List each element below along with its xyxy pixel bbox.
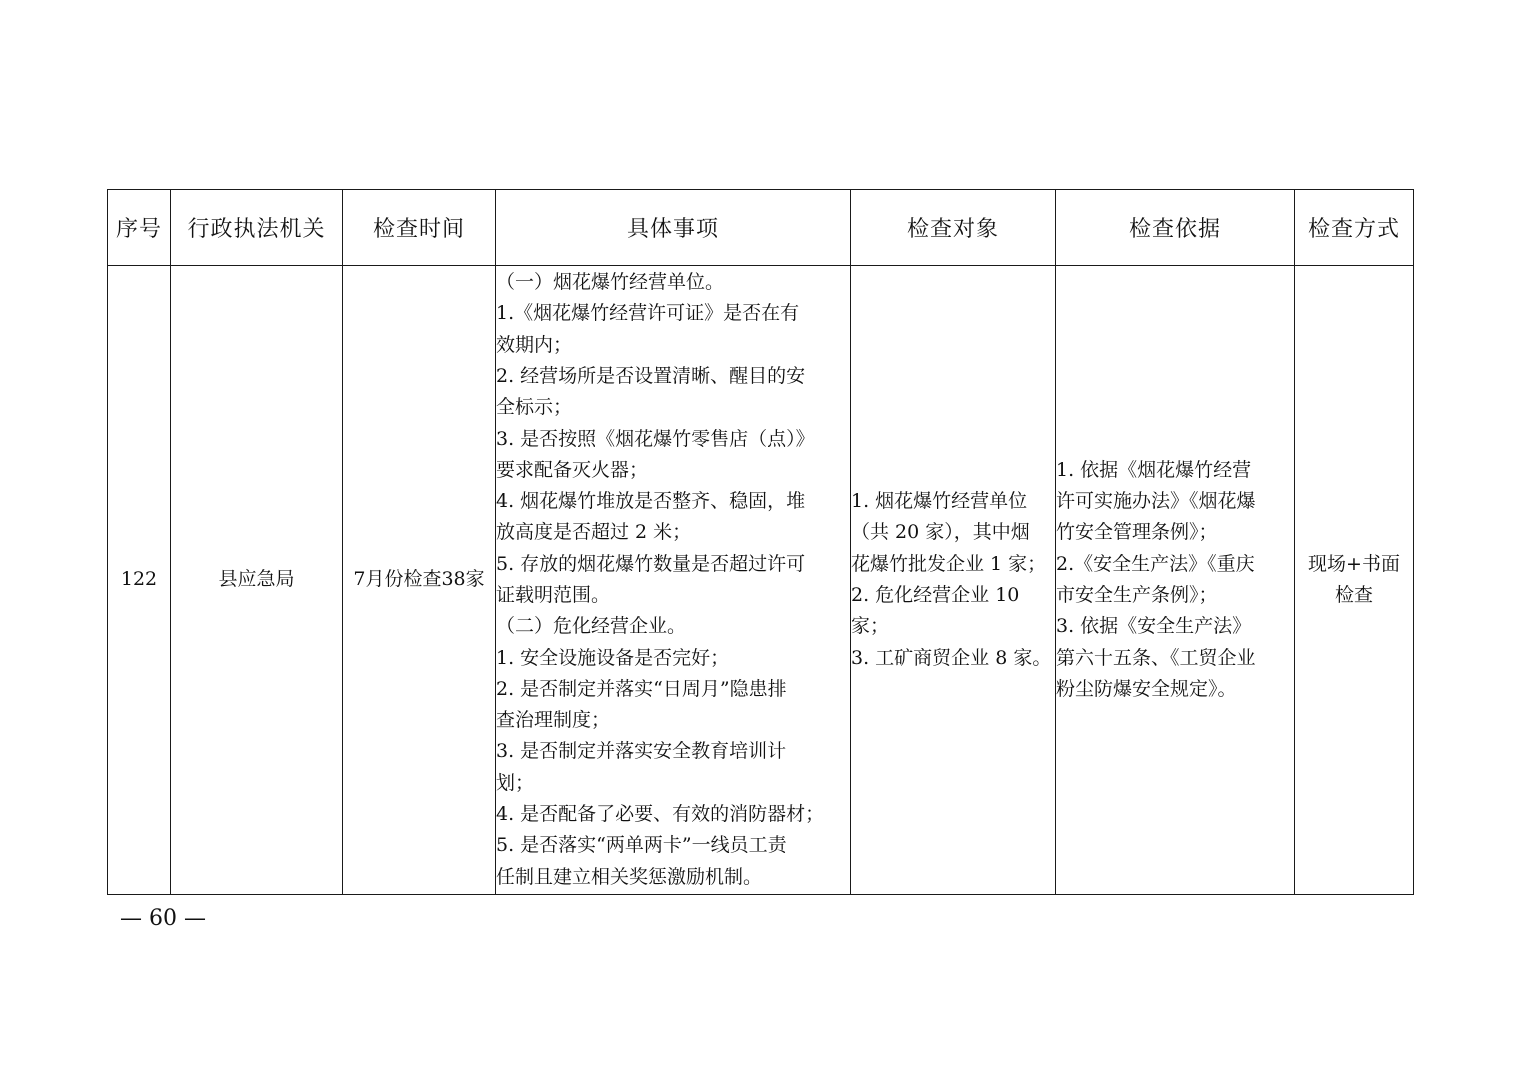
row-no: 122 — [108, 266, 171, 895]
items-line: （二）危化经营企业。 — [496, 615, 687, 638]
items-line: 5. 是否落实“两单两卡”一线员工责 — [496, 834, 787, 857]
header-method: 检查方式 — [1295, 190, 1414, 266]
header-time: 检查时间 — [343, 190, 496, 266]
items-line: 放高度是否超过 2 米； — [496, 521, 692, 544]
items-line: 1. 安全设施设备是否完好； — [496, 646, 730, 669]
header-agency: 行政执法机关 — [171, 190, 343, 266]
header-objects: 检查对象 — [851, 190, 1056, 266]
page-number: — 60 — — [120, 906, 206, 931]
row-method — [1295, 266, 1414, 895]
items-line: 1.《烟花爆竹经营许可证》是否在有 — [496, 302, 800, 325]
row-basis — [1056, 266, 1295, 895]
basis-line: 3. 依据《安全生产法》 — [1056, 615, 1252, 638]
basis-line: 粉尘防爆安全规定》。 — [1056, 677, 1237, 700]
header-basis: 检查依据 — [1056, 190, 1295, 266]
items-line: 任制且建立相关奖惩激励机制。 — [496, 865, 763, 888]
objects-line: 3. 工矿商贸企业 8 家。 — [851, 646, 1052, 669]
items-line: 4. 是否配备了必要、有效的消防器材； — [496, 803, 825, 826]
items-line: 查治理制度； — [496, 709, 611, 732]
basis-line: 市安全生产条例》； — [1056, 584, 1218, 606]
header-no: 序号 — [108, 190, 171, 266]
header-row — [108, 190, 1414, 266]
items-line: （一）烟花爆竹经营单位。 — [496, 271, 725, 294]
header-items: 具体事项 — [496, 190, 851, 266]
items-line: 划； — [496, 771, 535, 794]
row-objects — [851, 266, 1056, 895]
objects-line: 花爆竹批发企业 1 家； — [851, 552, 1047, 575]
objects-line: 2. 危化经营企业 10 — [851, 584, 1020, 606]
objects-line: 家； — [851, 615, 890, 638]
items-line: 效期内； — [496, 333, 573, 356]
items-line: 全标示； — [496, 396, 573, 419]
objects-line: （共 20 家），其中烟 — [851, 521, 1030, 544]
items-line: 证载明范围。 — [496, 584, 611, 606]
basis-line: 2.《安全生产法》《重庆 — [1056, 552, 1255, 575]
basis-line: 第六十五条、《工贸企业 — [1056, 646, 1256, 669]
method-line: 检查 — [1334, 584, 1373, 606]
inspection-table — [107, 189, 1414, 895]
method-line: 现场+书面 — [1308, 552, 1400, 575]
row-time: 7月份检查38家 — [343, 266, 496, 895]
table-row — [108, 266, 1414, 895]
items-line: 4. 烟花爆竹堆放是否整齐、稳固，堆 — [496, 490, 806, 513]
items-line: 3. 是否按照《烟花爆竹零售店（点）》 — [496, 427, 815, 450]
row-items — [496, 266, 851, 895]
basis-line: 1. 依据《烟花爆竹经营 — [1056, 458, 1252, 481]
objects-line: 1. 烟花爆竹经营单位 — [851, 490, 1028, 513]
basis-line: 许可实施办法》《烟花爆 — [1056, 490, 1256, 513]
basis-line: 竹安全管理条例》； — [1056, 521, 1218, 544]
items-line: 2. 经营场所是否设置清晰、醒目的安 — [496, 364, 806, 387]
row-agency: 县应急局 — [171, 266, 343, 895]
items-line: 要求配备灭火器； — [496, 458, 649, 481]
items-line: 2. 是否制定并落实“日周月”隐患排 — [496, 677, 787, 700]
items-line: 5. 存放的烟花爆竹数量是否超过许可 — [496, 552, 806, 575]
items-line: 3. 是否制定并落实安全教育培训计 — [496, 740, 787, 763]
